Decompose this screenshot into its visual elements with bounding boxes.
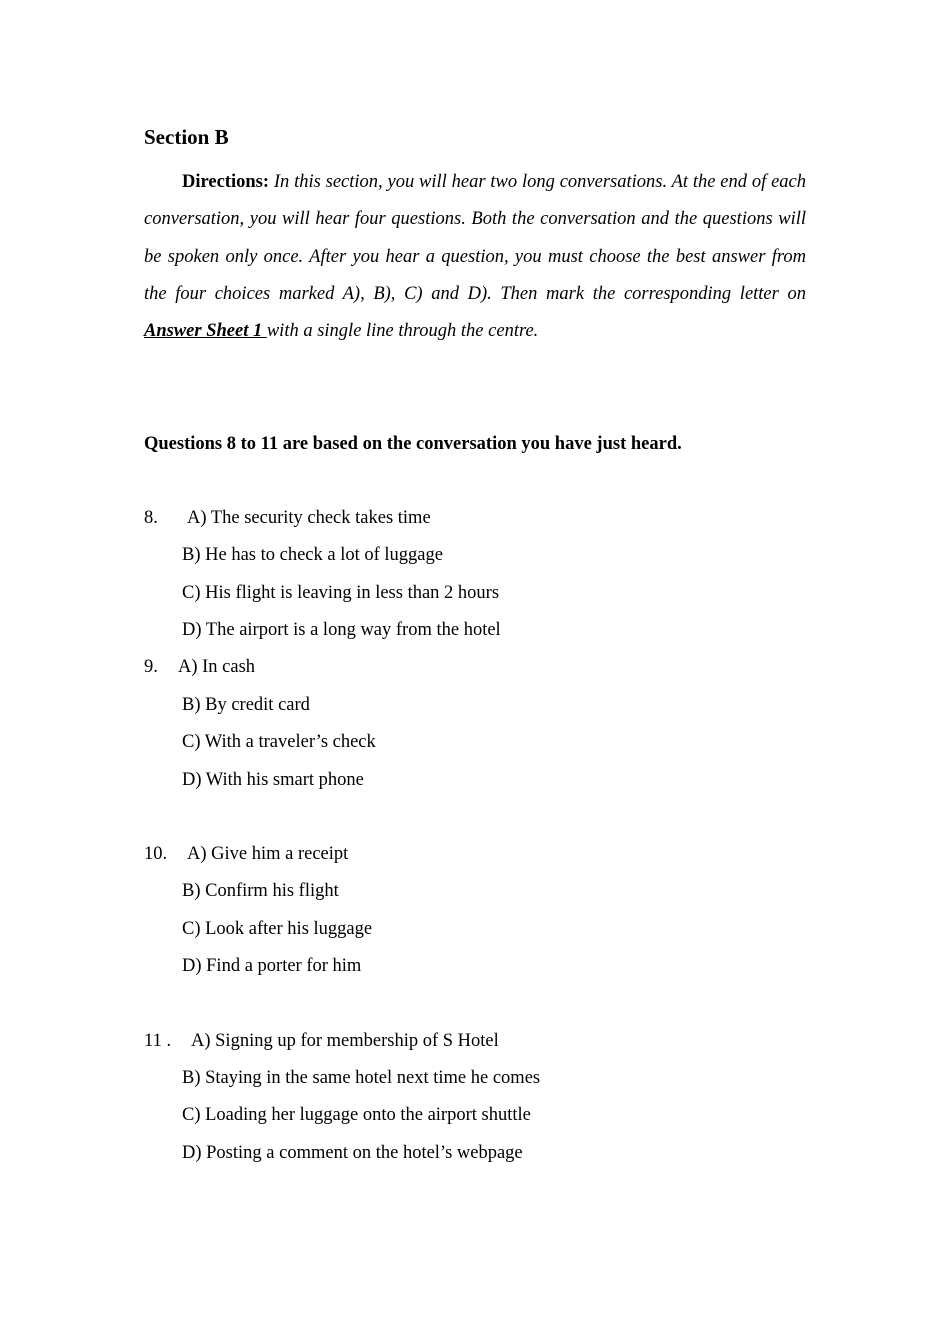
directions-label: Directions: bbox=[182, 172, 269, 192]
option-c: C) With a traveler’s check bbox=[182, 732, 376, 752]
answer-sheet-reference: Answer Sheet 1 bbox=[144, 321, 267, 342]
section-title: Section B bbox=[144, 125, 229, 149]
question-number: 8. bbox=[144, 508, 158, 528]
question-number: 9. bbox=[144, 657, 158, 677]
directions-text-end: with a single line through the centre. bbox=[266, 321, 539, 342]
option-d: D) Posting a comment on the hotel’s webpage bbox=[182, 1143, 523, 1163]
option-b: B) By credit card bbox=[182, 695, 310, 715]
option-b: B) Confirm his flight bbox=[182, 881, 339, 901]
option-c: C) Look after his luggage bbox=[182, 919, 373, 939]
questions-heading: Questions 8 to 11 are based on the conversation you have just heard. bbox=[144, 434, 682, 454]
option-a: A) The security check takes time bbox=[187, 508, 431, 528]
option-c: C) His flight is leaving in less than 2 hours bbox=[182, 583, 500, 603]
option-b: B) He has to check a lot of luggage bbox=[182, 545, 443, 565]
option-a: A) In cash bbox=[178, 657, 256, 677]
option-d: D) Find a porter for him bbox=[182, 956, 362, 976]
question-number: 11 . bbox=[144, 1031, 172, 1051]
option-c: C) Loading her luggage onto the airport shuttle bbox=[182, 1105, 531, 1125]
option-d: D) With his smart phone bbox=[182, 770, 364, 790]
option-d: D) The airport is a long way from the hotel bbox=[182, 620, 501, 640]
option-a: A) Give him a receipt bbox=[187, 844, 349, 864]
question-number: 10. bbox=[144, 844, 168, 864]
option-b: B) Staying in the same hotel next time he comes bbox=[182, 1068, 541, 1088]
option-a: A) Signing up for membership of S Hotel bbox=[191, 1031, 499, 1051]
directions-paragraph bbox=[144, 164, 806, 350]
directions-text: In this section, you will hear two long conversations. At the end of each conversation, you will hear four questions. Both the conversation and the questions will be spoken only once. After you hear a question, you must choose the best answer from the four choices marked A), B), C) and D). Then mark the corresponding letter on bbox=[144, 172, 806, 304]
